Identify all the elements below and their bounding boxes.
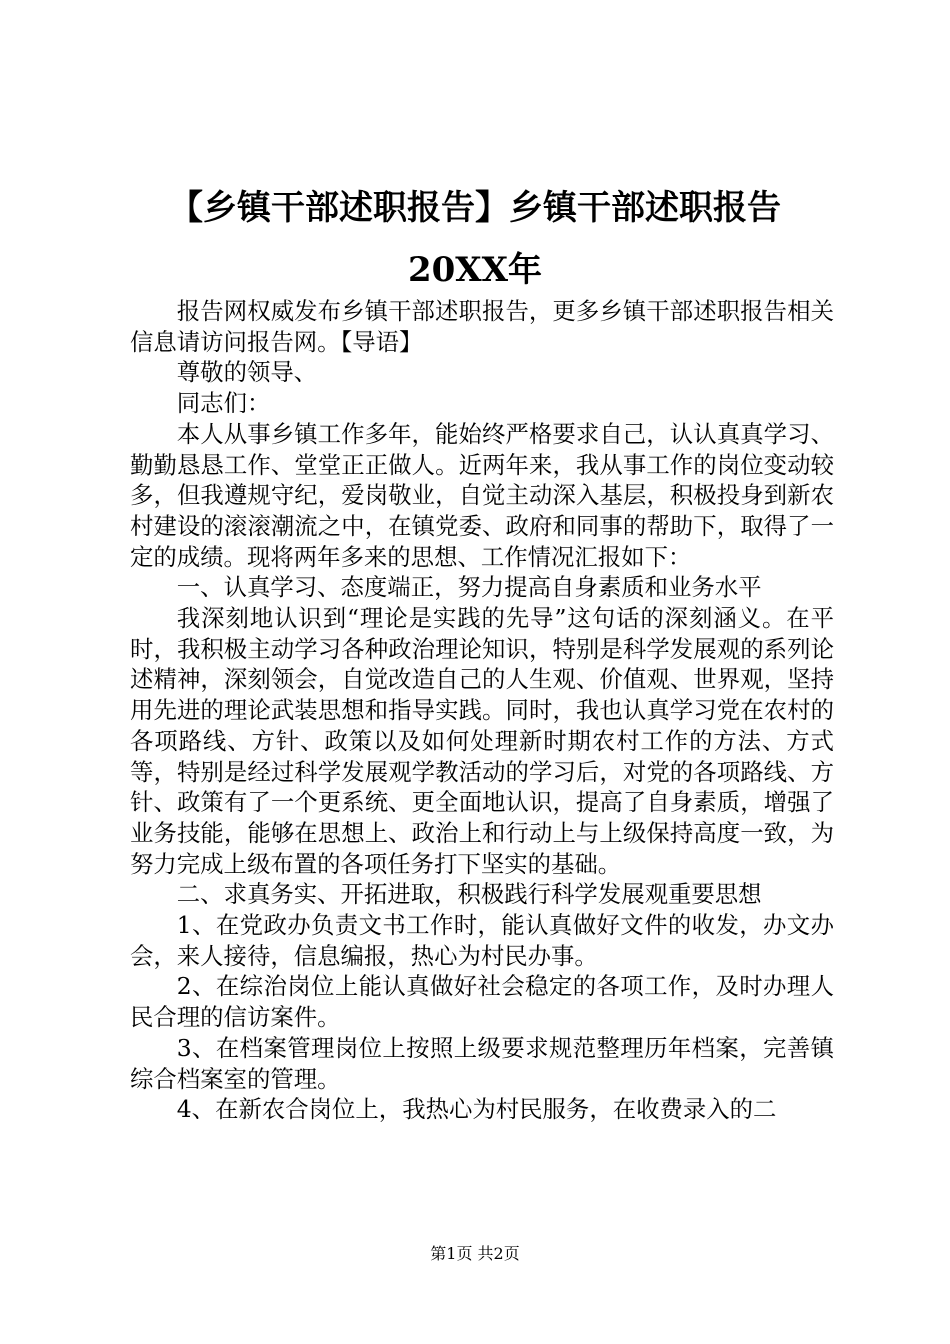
- paragraph-salutation-2: 同志们：: [176, 389, 271, 418]
- paragraph-study: 我深刻地认识到“理论是实践的先导”这句话的深刻涵义。在平时，我积极主动学习各种政治理论知识，特别是科学发展观的系列论述精神，深刻领会，自觉改造自己的人生观、价值观、世界观，坚持用先进的理论武装思想和指导实践。同时，我也认真学习党在农村的各项路线、方针、政策以及如何处理新时期农村工作的方法、方式等，特别是经过科学发展观学教活动的学习后，对党的各项路线、方针、政策有了一个更系统、更全面地认识，提高了自身素质，增强了业务技能，能够在思想上、政治上和行动上与上级保持高度一致，为努力完成上级布置的各项任务打下坚实的基础。: [130, 604, 834, 878]
- document-title-line2: 20XX年: [407, 250, 543, 290]
- paragraph-intro: 报告网权威发布乡镇干部述职报告，更多乡镇干部述职报告相关信息请访问报告网。【导语】: [130, 297, 834, 356]
- section-heading-2: 二、求真务实、开拓进取，积极践行科学发展观重要思想: [176, 880, 762, 909]
- section-heading-1: 一、认真学习、态度端正，努力提高自身素质和业务水平: [176, 573, 762, 602]
- paragraph-salutation: 尊敬的领导、: [176, 358, 318, 387]
- page-number-footer: 第1页 共2页: [430, 1244, 520, 1263]
- list-item-3: 3、在档案管理岗位上按照上级要求规范整理历年档案，完善镇综合档案室的管理。: [130, 1033, 834, 1093]
- list-item-2: 2、在综治岗位上能认真做好社会稳定的各项工作，及时办理人民合理的信访案件。: [130, 972, 834, 1032]
- document-title-line1: 【乡镇干部述职报告】乡镇干部述职报告: [169, 188, 781, 228]
- list-item-1: 1、在党政办负责文书工作时，能认真做好文件的收发，办文办会，来人接待，信息编报，热心为村民办事。: [130, 911, 834, 970]
- document-body: [130, 296, 834, 1125]
- paragraph-overview: 本人从事乡镇工作多年，能始终严格要求自己，认认真真学习、勤勤恳恳工作、堂堂正正做人。近两年来，我从事工作的岗位变动较多，但我遵规守纪，爱岗敬业，自觉主动深入基层，积极投身到新农村建设的滚滚潮流之中，在镇党委、政府和同事的帮助下，取得了一定的成绩。现将两年多来的思想、工作情况汇报如下：: [130, 419, 834, 571]
- list-item-4: 4、在新农合岗位上，我热心为村民服务，在收费录入的二: [176, 1095, 777, 1124]
